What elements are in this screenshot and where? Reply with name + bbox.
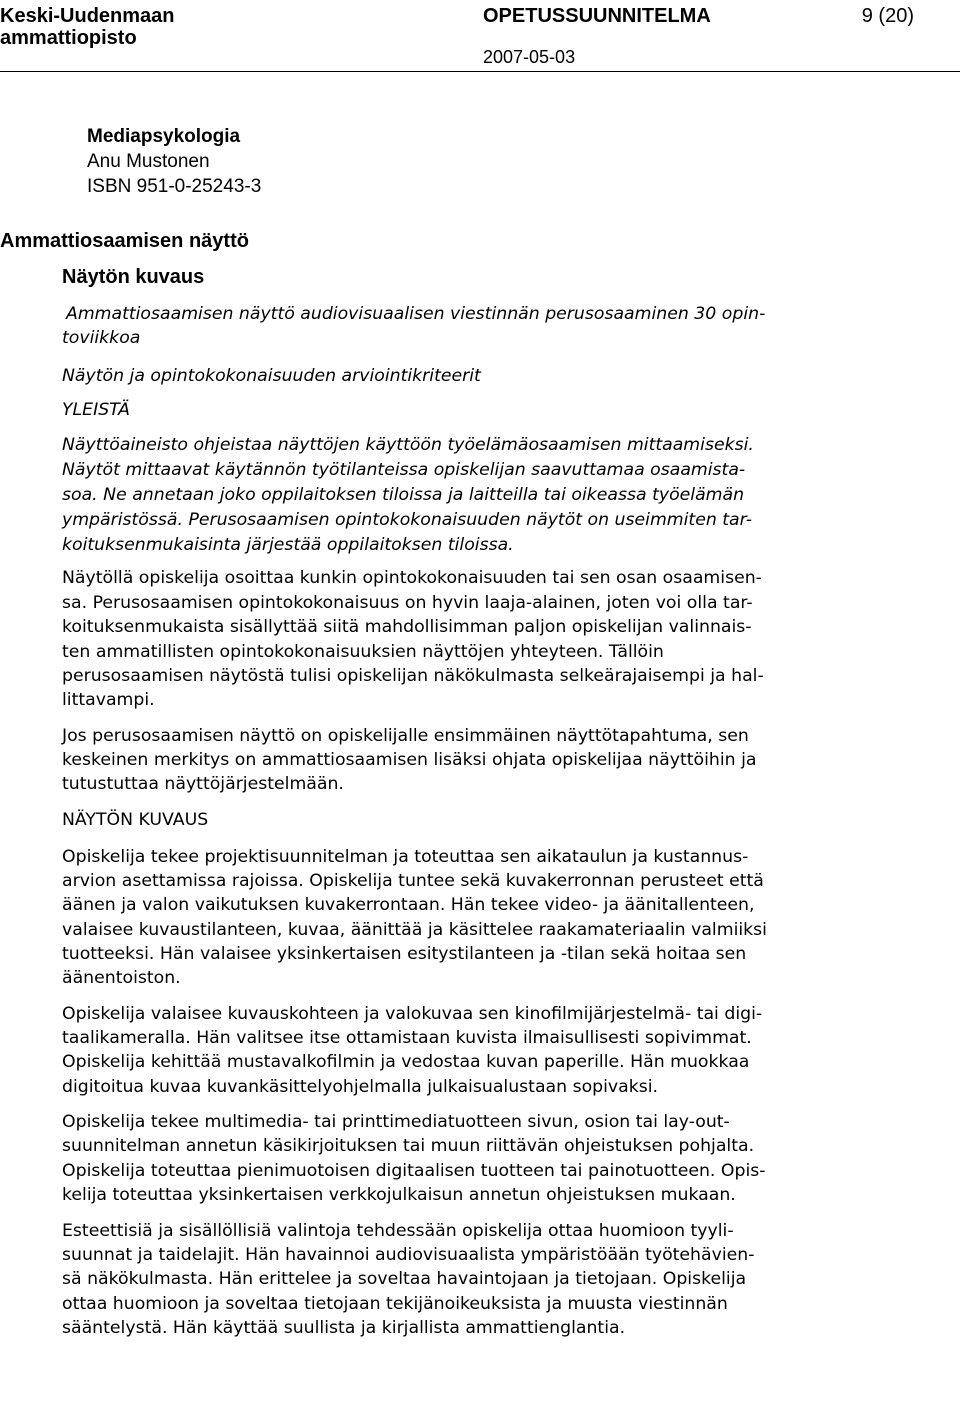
intro-line: Ammattiosaamisen näyttö audiovisuaalisen viestinnän perusosaaminen 30 opin- [66,304,766,324]
page-header [0,0,960,72]
criteria-line: Näytön ja opintokokonaisuuden arviointikriteerit [62,366,481,386]
general-label: YLEISTÄ [62,400,130,420]
description-line: Esteettisiä ja sisällöllisiä valintoja tehdessään opiskelija ottaa huomioon tyyli- [62,1221,734,1241]
intro-line: toviikkoa [62,328,141,348]
show-line: perusosaamisen näytöstä tulisi opiskelijan näkökulmasta selkeärajaisempi ja hal- [62,666,764,686]
description-line: Opiskelija tekee projektisuunnitelman ja toteuttaa sen aikataulun ja kustannus- [62,847,749,867]
general-line: koituksenmukaisinta järjestää oppilaitoksen tiloissa. [62,535,514,555]
description-line: arvion asettamissa rajoissa. Opiskelija tuntee sekä kuvakerronnan perusteet että [62,871,764,891]
org-name-line1: Keski-Uudenmaan [0,5,175,27]
description-line: Opiskelija tekee multimedia- tai printtimediatuotteen sivun, osion tai lay-out- [62,1112,730,1132]
description-line: digitoitua kuvaa kuvankäsittelyohjelmalla julkaisualustaan sopivaksi. [62,1077,659,1097]
book-author: Anu Mustonen [87,151,210,172]
header-divider [0,71,960,72]
show-line: littavampi. [62,690,155,710]
show-line: ten ammatillisten opintokokonaisuuksien näyttöjen yhteyteen. Tällöin [62,642,664,662]
description-line: taalikameralla. Hän valitsee itse ottamistaan kuvista ilmaisullisesti sopivimmat. [62,1028,752,1048]
document-date: 2007-05-03 [483,47,576,67]
book-isbn: ISBN 951-0-25243-3 [87,176,262,197]
org-name-line2: ammattiopisto [0,27,137,49]
description-line: valaisee kuvaustilanteen, kuvaa, äänittää ja käsittelee raakamateriaalin valmiiksi [62,920,767,940]
description-line: Opiskelija valaisee kuvauskohteen ja valokuvaa sen kinofilmijärjestelmä- tai digi- [62,1004,763,1024]
description-line: äänen ja valon vaikutuksen kuvakerrontaan. Hän tekee video- ja äänitallenteen, [62,895,755,915]
general-line: soa. Ne annetaan joko oppilaitoksen tiloissa ja laitteilla tai oikeassa työelämän [62,485,745,505]
description-line: sä näkökulmasta. Hän erittelee ja soveltaa havaintojaan ja tietojaan. Opiskelija [62,1269,747,1289]
section-title: Ammattiosaamisen näyttö [0,230,249,252]
show-line: Näytöllä opiskelija osoittaa kunkin opintokokonaisuuden tai sen osan osaamisen- [62,568,762,588]
first-show-line: keskeinen merkitys on ammattiosaamisen lisäksi ohjata opiskelijaa näyttöihin ja [62,750,757,770]
general-line: ympäristössä. Perusosaamisen opintokokonaisuuden näytöt on useimmiten tar- [62,510,753,530]
description-line: sääntelystä. Hän käyttää suullista ja kirjallista ammattienglantia. [62,1318,626,1338]
show-line: koituksenmukaista sisällyttää siitä mahdollisimman paljon opiskelijan valinnais- [62,617,752,637]
subsection-title: Näytön kuvaus [62,266,205,288]
general-line: Näyttöaineisto ohjeistaa näyttöjen käyttöön työelämäosaamisen mittaamiseksi. [62,435,754,455]
document-title: OPETUSSUUNNITELMA [483,5,711,27]
book-title: Mediapsykologia [87,126,241,147]
description-line: ottaa huomioon ja soveltaa tietojaan tekijänoikeuksista ja muusta viestinnän [62,1294,728,1314]
first-show-line: Jos perusosaamisen näyttö on opiskelijalle ensimmäinen näyttötapahtuma, sen [62,726,749,746]
description-line: kelija toteuttaa yksinkertaisen verkkojulkaisun annetun ohjeistuksen mukaan. [62,1185,736,1205]
description-line: äänentoiston. [62,968,181,988]
description-line: suunnat ja taidelajit. Hän havainnoi audiovisuaalista ympäristöään työtehävien- [62,1245,755,1265]
general-line: Näytöt mittaavat käytännön työtilanteissa opiskelijan saavuttamaa osaamista- [62,460,746,480]
show-line: sa. Perusosaamisen opintokokonaisuus on hyvin laaja-alainen, joten voi olla tar- [62,593,753,613]
description-line: tuotteeksi. Hän valaisee yksinkertaisen esitystilanteen ja -tilan sekä hoitaa sen [62,944,747,964]
description-line: Opiskelija toteuttaa pienimuotoisen digitaalisen tuotteen tai painotuotteen. Opis- [62,1161,766,1181]
description-line: suunnitelman annetun käsikirjoituksen tai muun riittävän ohjeistuksen pohjalta. [62,1136,755,1156]
description-line: Opiskelija kehittää mustavalkofilmin ja vedostaa kuvan paperille. Hän muokkaa [62,1052,750,1072]
page-number: 9 (20) [861,5,914,27]
description-label: NÄYTÖN KUVAUS [62,810,209,830]
book-reference [87,124,261,199]
first-show-line: tutustuttaa näyttöjärjestelmään. [62,774,344,794]
